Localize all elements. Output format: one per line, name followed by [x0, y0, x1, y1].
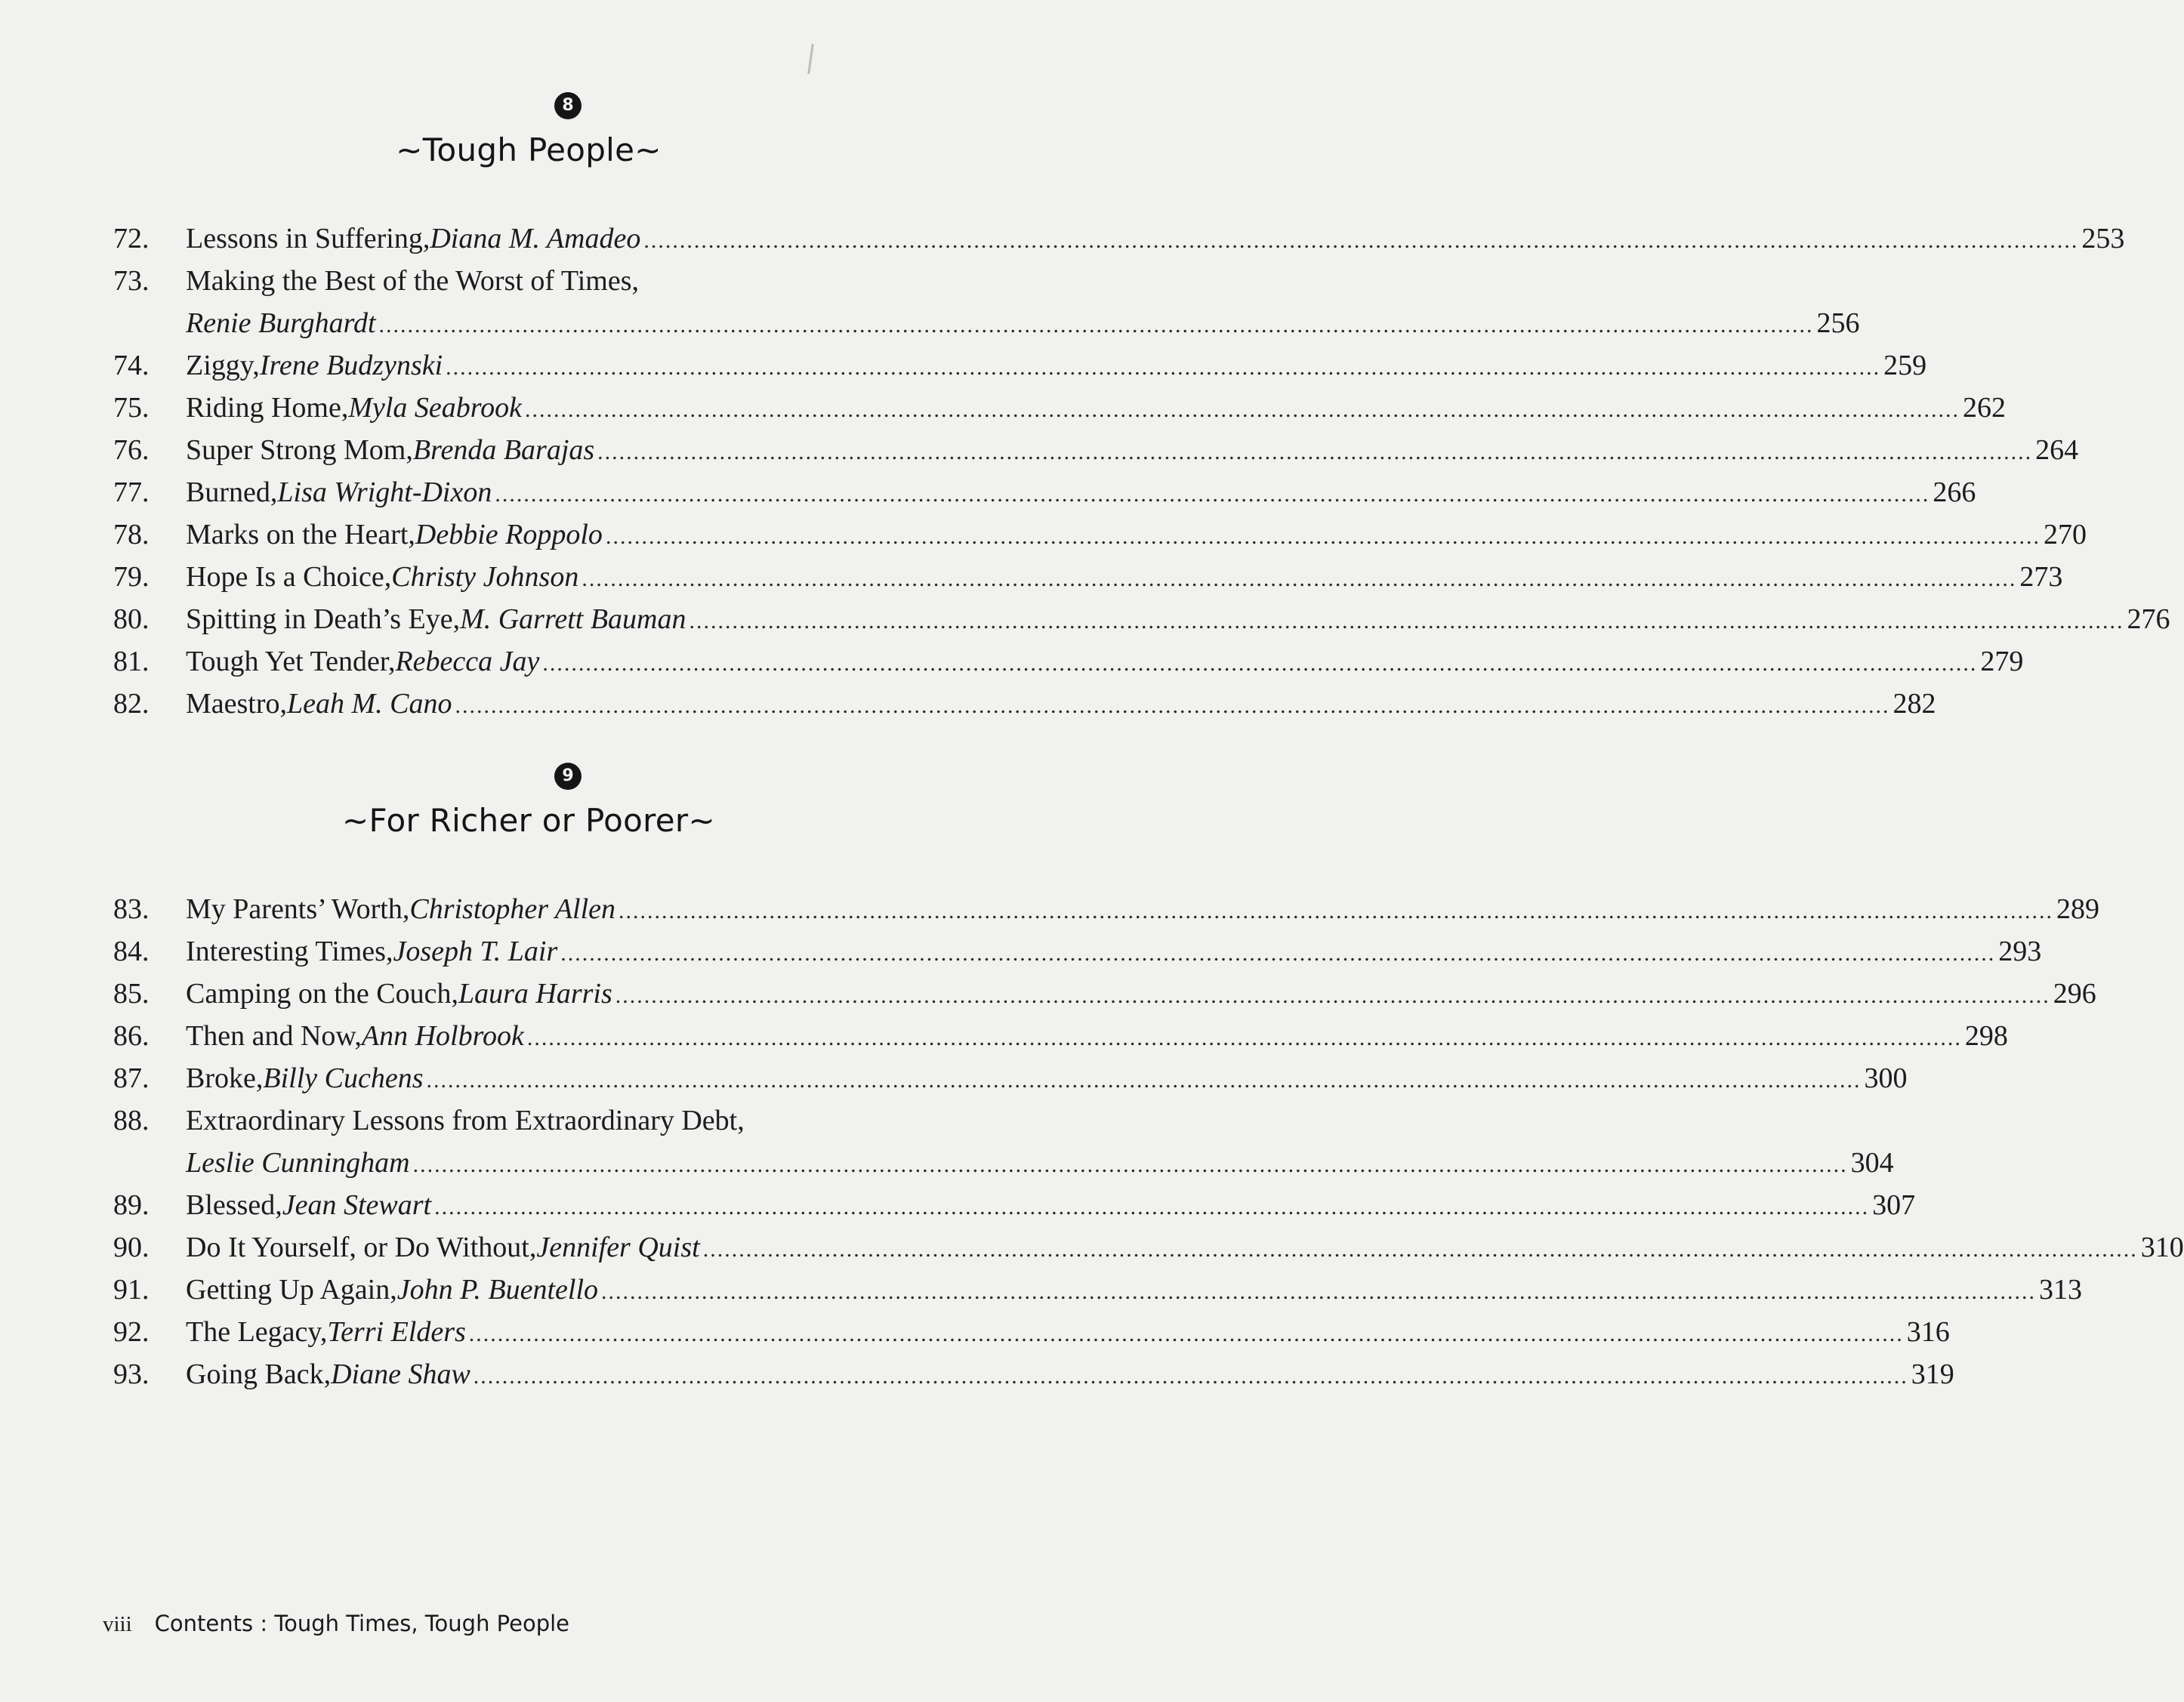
dot-leader: ........................................................................................................................................................................................................	[618, 899, 2054, 923]
entry-page-number: 264	[2035, 434, 2079, 466]
entry-author: Brenda Barajas	[412, 434, 595, 466]
entry-number: 86.	[113, 1020, 150, 1052]
dot-leader: ........................................................................................................................................................................................................	[526, 1025, 1962, 1050]
dot-leader: ........................................................................................................................................................................................................	[581, 566, 2017, 591]
dot-leader: ........................................................................................................................................................................................................	[473, 1364, 1908, 1389]
entry-page-number: 270	[2043, 519, 2087, 550]
toc-entry	[0, 217, 2125, 260]
entry-number: 74.	[113, 350, 150, 381]
dot-leader: ........................................................................................................................................................................................................	[560, 941, 1996, 966]
entry-line	[186, 683, 1936, 727]
entry-title: Camping on the Couch,	[186, 978, 458, 1010]
running-footer-title: Contents : Tough Times, Tough People	[154, 1611, 570, 1636]
entry-number: 92.	[113, 1316, 150, 1348]
dot-leader: ........................................................................................................................................................................................................	[689, 609, 2124, 634]
entry-author: Myla Seabrook	[348, 392, 523, 424]
entry-author: M. Garrett Bauman	[460, 603, 686, 635]
toc-entry	[0, 1099, 1058, 1142]
pencil-mark	[807, 44, 814, 74]
entry-line	[186, 344, 1927, 389]
entry-number: 77.	[113, 476, 150, 508]
entry-line	[186, 387, 2007, 431]
entry-page-number: 276	[2127, 603, 2170, 635]
toc-entry	[0, 513, 2087, 556]
entry-number: 90.	[113, 1232, 150, 1263]
toc-entry	[0, 973, 2096, 1015]
entry-title: Hope Is a Choice,	[186, 561, 392, 593]
entry-page-number: 319	[1911, 1358, 1954, 1390]
section-number-badge: 8	[554, 92, 581, 119]
entry-number: 81.	[113, 646, 150, 677]
entry-line	[186, 217, 2125, 262]
entry-title: Spitting in Death’s Eye,	[186, 603, 461, 635]
entry-line	[186, 429, 2079, 473]
dot-leader: ........................................................................................................................................................................................................	[597, 439, 2033, 464]
dot-leader: ........................................................................................................................................................................................................	[495, 482, 1930, 507]
entry-title: Extraordinary Lessons from Extraordinary Debt,	[186, 1105, 745, 1136]
entry-page-number: 307	[1872, 1189, 1916, 1221]
entry-line	[186, 1311, 1950, 1355]
entry-title: My Parents’ Worth,	[186, 893, 410, 925]
entry-page-number: 256	[1816, 307, 1860, 339]
entry-title: Riding Home,	[186, 392, 349, 424]
entry-number: 75.	[113, 392, 150, 424]
entry-number: 73.	[113, 265, 150, 297]
dot-leader: ........................................................................................................................................................................................................	[426, 1068, 1862, 1093]
entry-title: Lessons in Suffering,	[186, 223, 430, 254]
entry-number: 91.	[113, 1274, 150, 1306]
toc-entry	[0, 1353, 1954, 1395]
entry-number: 87.	[113, 1062, 150, 1094]
dot-leader: ........................................................................................................................................................................................................	[455, 693, 1890, 718]
toc-entry	[0, 1057, 1908, 1099]
entry-author: Lisa Wright-Dixon	[277, 476, 492, 508]
entry-line	[186, 640, 2024, 685]
toc-entry	[0, 387, 2007, 429]
entry-number: 89.	[113, 1189, 150, 1221]
entry-title: Burned,	[186, 476, 278, 508]
entry-line	[186, 1015, 2008, 1059]
toc-entry	[0, 640, 2024, 683]
entry-author: John P. Buentello	[396, 1274, 598, 1306]
entry-author: Rebecca Jay	[395, 646, 540, 677]
entry-line	[186, 598, 2170, 643]
entry-title: Making the Best of the Worst of Times,	[186, 265, 640, 297]
section-number-badge: 9	[554, 763, 581, 790]
toc-entry	[0, 1015, 2008, 1057]
entry-number: 78.	[113, 519, 150, 550]
page-number: viii	[103, 1612, 132, 1636]
entry-page-number: 262	[1963, 392, 2007, 424]
entry-line	[186, 1099, 745, 1142]
entry-line	[186, 260, 639, 302]
toc-entry	[0, 930, 2042, 973]
entry-title: Going Back,	[186, 1358, 332, 1390]
entry-number: 88.	[113, 1105, 150, 1136]
toc-entry	[0, 1142, 1894, 1184]
entry-number: 76.	[113, 434, 150, 466]
entry-author: Diana M. Amadeo	[430, 223, 641, 254]
toc-entry	[0, 1269, 2082, 1311]
entry-line	[186, 930, 2042, 975]
toc-entry	[0, 556, 2063, 598]
entry-page-number: 282	[1892, 688, 1936, 720]
dot-leader: ........................................................................................................................................................................................................	[446, 355, 1881, 380]
entry-line	[186, 556, 2063, 600]
entry-author: Billy Cuchens	[263, 1062, 424, 1094]
entry-author: Diane Shaw	[331, 1358, 470, 1390]
entry-number: 82.	[113, 688, 150, 720]
dot-leader: ........................................................................................................................................................................................................	[412, 1152, 1848, 1177]
entry-author: Ann Holbrook	[361, 1020, 524, 1052]
entry-author: Laura Harris	[458, 978, 612, 1010]
toc-list	[0, 888, 2184, 1395]
entry-title: Getting Up Again,	[186, 1274, 397, 1306]
toc-entry	[0, 1226, 2184, 1269]
entry-title: Broke,	[186, 1062, 264, 1094]
entry-page-number: 300	[1864, 1062, 1908, 1094]
entry-title: Then and Now,	[186, 1020, 362, 1052]
entry-number: 83.	[113, 893, 150, 925]
toc-entry	[0, 471, 1976, 513]
dot-leader: ........................................................................................................................................................................................................	[542, 651, 1978, 676]
toc-entry	[0, 888, 2100, 930]
entry-page-number: 266	[1933, 476, 1976, 508]
entry-line	[186, 973, 2096, 1017]
section-title: ~For Richer or Poorer~	[342, 802, 715, 839]
entry-number: 80.	[113, 603, 150, 635]
entry-title: Ziggy,	[186, 350, 260, 381]
dot-leader: ........................................................................................................................................................................................................	[434, 1195, 1870, 1219]
entry-author: Renie Burghardt	[186, 307, 376, 339]
entry-title: Maestro,	[186, 688, 288, 720]
entry-page-number: 259	[1883, 350, 1927, 381]
entry-number: 84.	[113, 936, 150, 967]
toc-entry	[0, 598, 2170, 640]
dot-leader: ........................................................................................................................................................................................................	[468, 1321, 1904, 1346]
entry-line	[186, 1142, 1894, 1186]
page-footer	[103, 1608, 569, 1639]
entry-page-number: 296	[2053, 978, 2096, 1010]
entry-line	[186, 888, 2100, 933]
entry-line	[186, 302, 1860, 347]
dot-leader: ........................................................................................................................................................................................................	[378, 313, 1814, 338]
entry-page-number: 304	[1850, 1147, 1894, 1179]
entry-title: Blessed,	[186, 1189, 282, 1221]
entry-page-number: 279	[1980, 646, 2024, 677]
entry-page-number: 316	[1906, 1316, 1950, 1348]
entry-title: Super Strong Mom,	[186, 434, 413, 466]
entry-title: The Legacy,	[186, 1316, 328, 1348]
entry-title: Interesting Times,	[186, 936, 393, 967]
entry-line	[186, 1184, 1916, 1229]
toc-entry	[0, 683, 1936, 725]
entry-number: 93.	[113, 1358, 150, 1390]
dot-leader: ........................................................................................................................................................................................................	[601, 1279, 2036, 1304]
dot-leader: ........................................................................................................................................................................................................	[615, 983, 2050, 1008]
toc-list	[0, 217, 2170, 725]
toc-entry	[0, 429, 2079, 471]
entry-author: Christopher Allen	[409, 893, 616, 925]
toc-entry	[0, 302, 1860, 344]
entry-page-number: 253	[2081, 223, 2125, 254]
toc-entry	[0, 344, 1927, 387]
dot-leader: ........................................................................................................................................................................................................	[525, 397, 1960, 422]
toc-entry	[0, 260, 1058, 302]
entry-line	[186, 513, 2087, 558]
dot-leader: ........................................................................................................................................................................................................	[702, 1237, 2138, 1262]
entry-author: Leah M. Cano	[287, 688, 452, 720]
entry-title: Do It Yourself, or Do Without,	[186, 1232, 537, 1263]
entry-author: Debbie Roppolo	[415, 519, 603, 550]
entry-line	[186, 1226, 2184, 1271]
entry-author: Irene Budzynski	[259, 350, 443, 381]
entry-line	[186, 1057, 1908, 1102]
toc-entry	[0, 1184, 1916, 1226]
entry-title: Tough Yet Tender,	[186, 646, 396, 677]
toc-entry	[0, 1311, 1950, 1353]
entry-number: 79.	[113, 561, 150, 593]
entry-author: Jennifer Quist	[536, 1232, 700, 1263]
entry-page-number: 313	[2039, 1274, 2082, 1306]
entry-line	[186, 1269, 2082, 1313]
section-title: ~Tough People~	[396, 131, 662, 168]
entry-line	[186, 1353, 1954, 1398]
entry-author: Terri Elders	[327, 1316, 466, 1348]
entry-author: Jean Stewart	[282, 1189, 432, 1221]
entry-line	[186, 471, 1976, 516]
dot-leader: ........................................................................................................................................................................................................	[605, 524, 2041, 549]
entry-page-number: 273	[2019, 561, 2063, 593]
entry-page-number: 293	[1998, 936, 2042, 967]
entry-author: Christy Johnson	[391, 561, 579, 593]
entry-page-number: 310	[2140, 1232, 2184, 1263]
entry-number: 72.	[113, 223, 150, 254]
entry-page-number: 289	[2056, 893, 2100, 925]
entry-number: 85.	[113, 978, 150, 1010]
entry-page-number: 298	[1964, 1020, 2008, 1052]
entry-author: Leslie Cunningham	[186, 1147, 410, 1179]
dot-leader: ........................................................................................................................................................................................................	[643, 228, 2079, 253]
entry-title: Marks on the Heart,	[186, 519, 415, 550]
entry-author: Joseph T. Lair	[393, 936, 558, 967]
